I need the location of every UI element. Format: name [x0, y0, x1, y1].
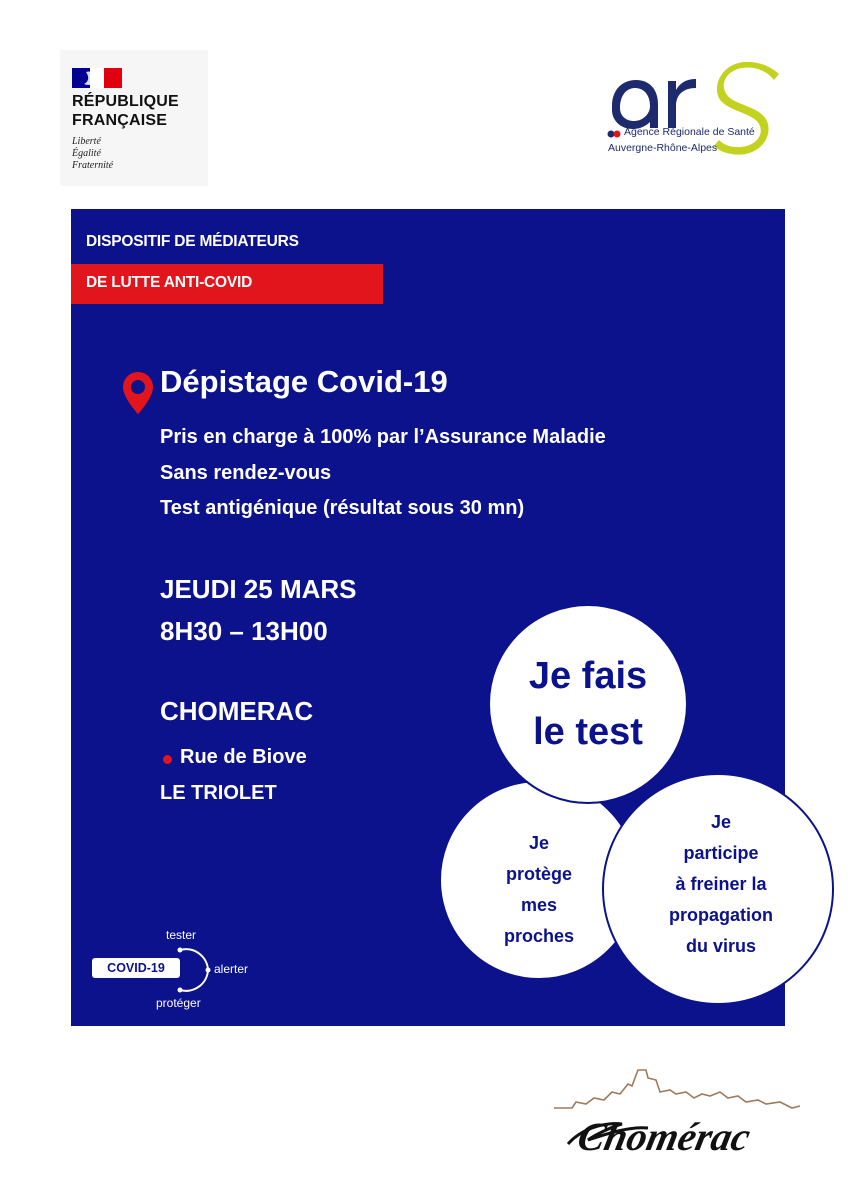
motto-liberte: Liberté — [72, 136, 101, 147]
event-hours: 8H30 – 13H00 — [160, 616, 328, 646]
republique-name — [72, 92, 179, 130]
covid-label: COVID-19 — [92, 958, 180, 978]
circle-get-tested-text: Je fais le test — [528, 655, 648, 753]
header-line2: DE LUTTE ANTI-COVID — [86, 274, 253, 291]
event-street: Rue de Biove — [180, 746, 307, 768]
ars-region-name: Auvergne-Rhône-Alpes — [608, 142, 718, 154]
header-line1: DISPOSITIF DE MÉDIATEURS — [86, 233, 299, 250]
location-pin-icon — [123, 372, 153, 414]
republique-motto — [72, 136, 113, 172]
covid-proteger-label: protéger — [156, 996, 201, 1010]
info-line-test-type: Test antigénique (résultat sous 30 mn) — [160, 497, 525, 519]
info-line-no-appointment: Sans rendez-vous — [160, 462, 332, 484]
covid-alerter-label: alerter — [214, 962, 249, 976]
event-title: Dépistage Covid-19 — [160, 364, 448, 399]
chomerac-logo — [552, 1064, 802, 1160]
republique-name-line1: RÉPUBLIQUE — [72, 93, 179, 110]
event-place: LE TRIOLET — [160, 782, 277, 804]
republique-name-line2: FRANÇAISE — [72, 112, 168, 129]
red-dot-icon — [163, 755, 172, 764]
marianne-flag-icon — [72, 68, 122, 88]
info-line-coverage: Pris en charge à 100% par l’Assurance Maladie — [160, 426, 606, 448]
circle-slow-spread-text: Je participe à freiner la propagation du virus — [669, 811, 773, 956]
ars-logo — [606, 62, 786, 182]
event-date: JEUDI 25 MARS — [160, 574, 357, 604]
covid-badge — [86, 926, 266, 1016]
ars-wordmark-icon — [606, 62, 786, 182]
circle-slow-spread — [602, 773, 834, 1005]
circle-get-tested — [488, 604, 688, 804]
motto-egalite: Égalité — [72, 148, 101, 159]
chomerac-wordmark: Chomérac — [573, 1114, 755, 1159]
ars-agency-name: Agence Régionale de Santé — [624, 126, 755, 138]
event-town: CHOMERAC — [160, 696, 314, 726]
motto-fraternite: Fraternité — [72, 160, 114, 171]
republique-francaise-logo — [60, 50, 208, 186]
covid-tester-label: tester — [166, 928, 197, 942]
circle-protect-text: Je protège mes proches — [503, 833, 575, 946]
